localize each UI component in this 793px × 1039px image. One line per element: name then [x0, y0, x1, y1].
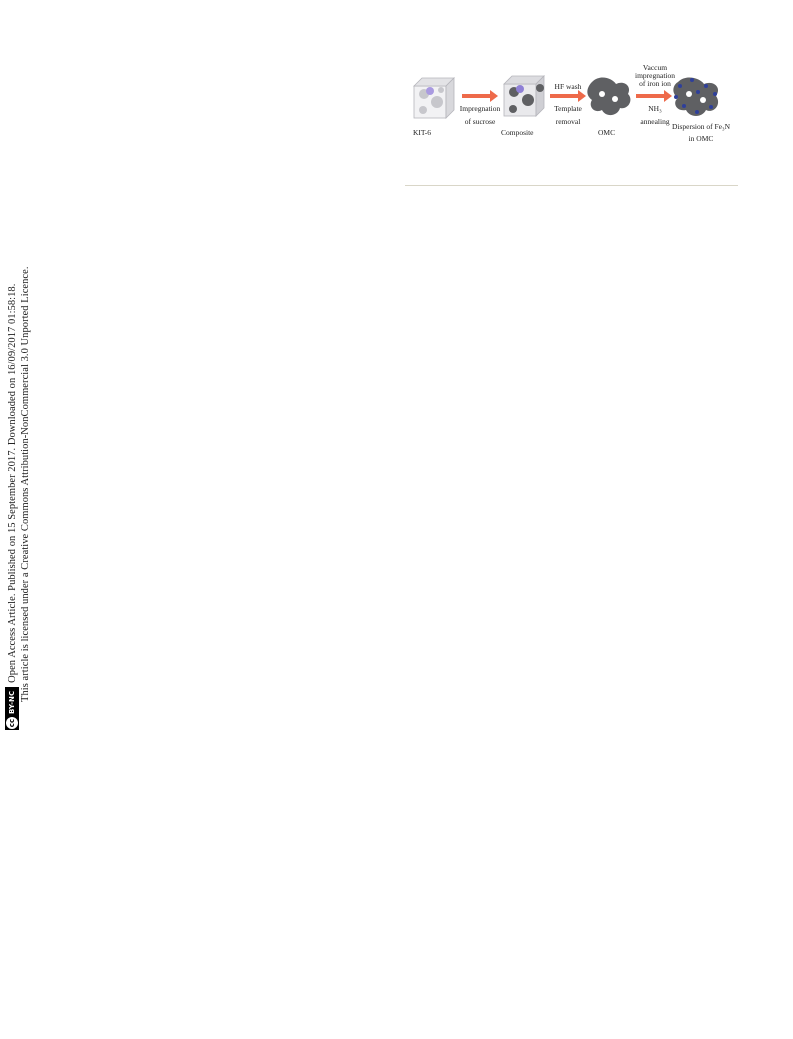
by-nc-label: BY-NC [7, 690, 16, 714]
label-template-removal: Template removal [554, 104, 582, 126]
publication-notice: Open Access Article. Published on 15 September 2017. Downloaded on 16/09/2017 01:58:18. [6, 283, 18, 683]
label-vacuum-impregnation: Vaccum impregnation of iron ion [635, 63, 675, 88]
cc-icon: cc [6, 717, 18, 729]
label-fe3n-dispersion: Dispersion of Fe₃N in OMC [672, 122, 731, 143]
label-kit6: KIT-6 [413, 128, 432, 137]
composite-cube-icon [504, 76, 544, 116]
cc-by-nc-badge[interactable] [5, 687, 19, 730]
label-impregnation-sucrose: Impregnation of sucrose [459, 104, 501, 126]
license-statement: This article is licensed under a Creative Commons Attribution-NonCommercial 3.0 Unported Licence. [20, 266, 31, 702]
kit6-cube-icon [414, 78, 454, 118]
figure-separator-rule [405, 185, 738, 186]
omc-structure-icon [587, 78, 630, 116]
step3-arrow-icon [636, 90, 672, 102]
label-composite: Composite [501, 128, 534, 137]
label-hf-wash: HF wash [554, 82, 582, 91]
step1-arrow-icon [462, 90, 498, 102]
fe3n-omc-structure-icon [673, 78, 718, 116]
license-notice [0, 0, 50, 1039]
step2-arrow-icon [550, 90, 586, 102]
label-nh3-annealing: NH₃ annealing [640, 104, 670, 126]
label-omc: OMC [598, 128, 616, 137]
synthesis-scheme-figure [408, 64, 738, 179]
